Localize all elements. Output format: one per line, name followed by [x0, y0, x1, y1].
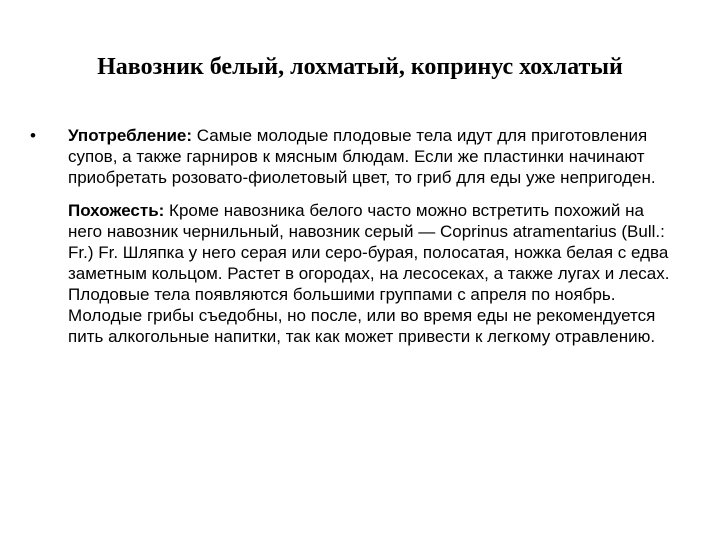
slide-title: Навозник белый, лохматый, копринус хохлатый [97, 54, 623, 80]
similarity-text: Кроме навозника белого часто можно встретить похожий на него навозник чернильный, навозник серый — Coprinus atramentarius (Bull.: Fr.) Fr. Шляпка у него серая или серо-бурая, полосатая, ножка белая с едва заметным кольцом. Растет в огородах, на лесосеках, а также лугах и лесах. Плодовые тела появляются большими группами с апреля по ноябрь. Молодые грибы съедобны, но после, или во время еды не рекомендуется пить алкогольные напитки, так как может привести к легкому отравлению. [68, 201, 670, 346]
slide-body [30, 125, 670, 347]
similarity-paragraph [68, 200, 670, 347]
bullet-item [30, 125, 670, 188]
usage-text: Самые молодые плодовые тела идут для приготовления супов, а также гарниров к мясным блюдам. Если же пластинки начинают приобретать розовато-фиолетовый цвет, то гриб для еды уже непригоден. [68, 126, 656, 187]
similarity-label: Похожесть: [68, 201, 165, 220]
usage-paragraph [68, 125, 670, 188]
bullet-marker: • [30, 126, 36, 145]
usage-label: Употребление: [68, 126, 193, 145]
